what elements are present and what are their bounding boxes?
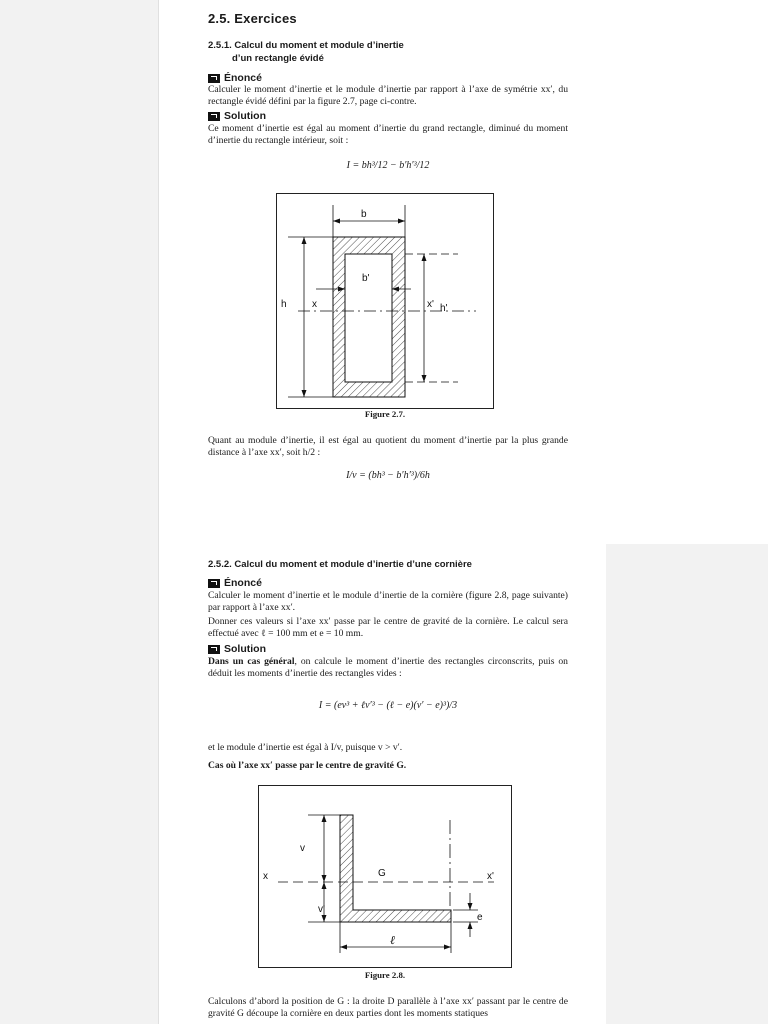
right-margin bbox=[606, 544, 768, 1024]
ex2-title: 2.5.2. Calcul du moment et module d’inertie d’une cornière bbox=[208, 559, 472, 570]
ex1-enonce-label: Énoncé bbox=[224, 72, 262, 84]
ex2-solution-rest: , on calcule le moment d’inertie des rectangles circonscrits, puis on déduit les moments d’inertie des rectangles vides : bbox=[208, 656, 568, 679]
arrow-box-icon bbox=[208, 112, 220, 121]
label-x-prime: x' bbox=[487, 871, 494, 882]
figure-2-8 bbox=[258, 785, 512, 968]
label-v: v bbox=[300, 843, 305, 854]
ex2-solution-heading bbox=[208, 643, 266, 655]
label-b-prime: b' bbox=[362, 273, 370, 284]
label-G: G bbox=[378, 868, 386, 879]
ex2-enonce-text: Calculer le moment d’inertie et le module d’inertie de la cornière (figure 2.8, page suivante) par rapport à l’axe xx′. bbox=[208, 590, 568, 613]
ex1-solution-label: Solution bbox=[224, 110, 266, 122]
figure-2-7 bbox=[276, 193, 494, 409]
ex1-title bbox=[208, 39, 404, 65]
arrow-box-icon bbox=[208, 74, 220, 83]
ex1-solution-text: Ce moment d’inertie est égal au moment d’inertie du grand rectangle, diminué du moment d’inertie du rectangle intérieur, soit : bbox=[208, 123, 568, 146]
ex2-case-g: Cas où l’axe xx′ passe par le centre de gravité G. bbox=[208, 760, 407, 771]
equation-1: I = bh³/12 − b′h′³/12 bbox=[346, 160, 430, 171]
page-edge bbox=[158, 0, 159, 1024]
section-title: 2.5. Exercices bbox=[208, 11, 297, 26]
label-x-prime: x' bbox=[427, 299, 434, 310]
ex1-title-line1: 2.5.1. Calcul du moment et module d’inertie bbox=[208, 40, 404, 51]
equation-3: I = (ev³ + ℓv′³ − (ℓ − e)(v′ − e)³)/3 bbox=[318, 700, 458, 711]
ex2-para-module: et le module d’inertie est égal à I/v, puisque v > v′. bbox=[208, 742, 403, 753]
ex2-solution-label: Solution bbox=[224, 643, 266, 655]
ex2-solution-text bbox=[208, 656, 568, 680]
ex1-para-module: Quant au module d’inertie, il est égal au quotient du moment d’inertie par la plus grande distance à l’axe xx′, soit h/2 : bbox=[208, 435, 568, 458]
ex2-enonce-label: Énoncé bbox=[224, 577, 262, 589]
label-h: h bbox=[281, 299, 287, 310]
ex2-last-para: Calculons d’abord la position de G : la droite D parallèle à l’axe xx′ passant par le centre de gravité G découpe la cornière en deux parties dont les moments statiques bbox=[208, 996, 568, 1019]
figure-2-7-caption: Figure 2.7. bbox=[364, 409, 406, 419]
label-e: e bbox=[477, 912, 483, 923]
arrow-box-icon bbox=[208, 579, 220, 588]
label-b: b bbox=[361, 209, 367, 220]
figure-2-8-caption: Figure 2.8. bbox=[364, 970, 406, 980]
label-v-prime: v' bbox=[318, 904, 325, 915]
ex1-title-line2: d’un rectangle évidé bbox=[232, 53, 324, 64]
ex1-enonce-heading bbox=[208, 72, 262, 84]
ex2-enonce-heading bbox=[208, 577, 262, 589]
label-x: x bbox=[312, 299, 317, 310]
arrow-box-icon bbox=[208, 645, 220, 654]
label-x: x bbox=[263, 871, 268, 882]
equation-2: I/v = (bh³ − b′h′³)/6h bbox=[346, 470, 430, 481]
ex1-solution-heading bbox=[208, 110, 266, 122]
label-l: ℓ bbox=[390, 933, 395, 947]
angle-section bbox=[340, 815, 451, 922]
ex2-enonce-text2: Donner ces valeurs si l’axe xx′ passe par le centre de gravité de la cornière. Le calcul sera effectué avec ℓ = 100 mm et e = 10 mm. bbox=[208, 616, 568, 639]
ex1-enonce-text: Calculer le moment d’inertie et le module d’inertie par rapport à l’axe de symétrie xx′, du rectangle évidé défini par la figure 2.7, page ci-contre. bbox=[208, 84, 568, 107]
e-arrows bbox=[468, 903, 473, 929]
ex2-solution-bold: Dans un cas général bbox=[208, 656, 295, 667]
label-h-prime: h' bbox=[440, 303, 448, 314]
left-margin bbox=[0, 0, 158, 1024]
